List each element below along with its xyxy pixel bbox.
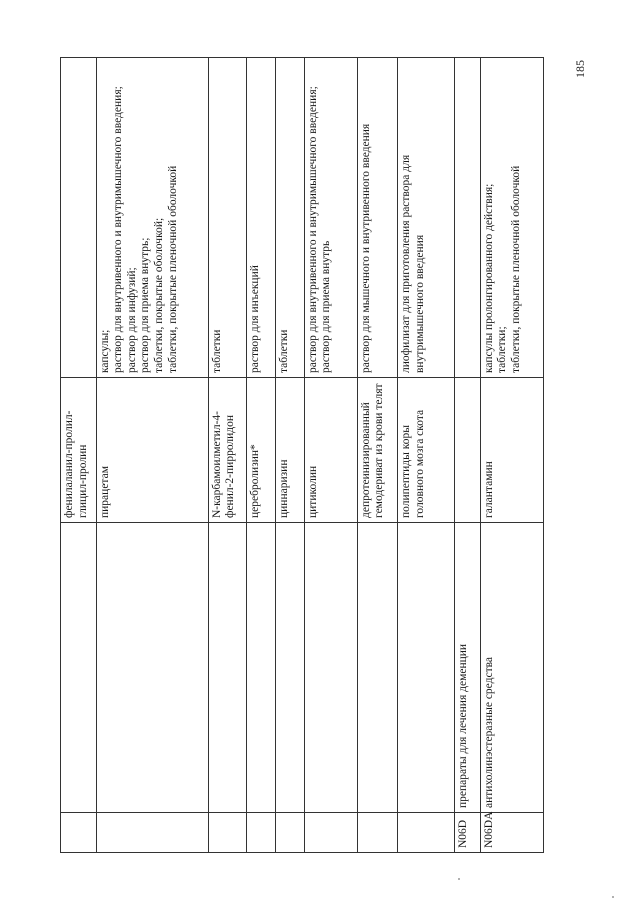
dosage-form: таблетки — [210, 329, 223, 373]
drug-name-cell: церебролизин* — [247, 378, 276, 523]
atc-code-cell: N06DA — [480, 813, 543, 853]
scan-speck — [612, 896, 614, 898]
dosage-forms-cell — [275, 58, 304, 378]
dosage-form: таблетки, покрытые пленочной оболочкой — [166, 165, 179, 373]
dosage-forms-cell — [398, 58, 455, 378]
group-cell — [208, 523, 247, 813]
dosage-forms-cell — [480, 58, 543, 378]
dosage-forms-cell — [357, 58, 398, 378]
table-row — [398, 58, 455, 853]
atc-code-cell: N06D — [455, 813, 480, 853]
dosage-forms-cell — [208, 58, 247, 378]
rotated-table-container — [60, 58, 544, 853]
dosage-form: раствор для внутривенного и внутримышечного введения; — [112, 86, 125, 373]
atc-code-cell — [61, 813, 97, 853]
table-row — [61, 58, 97, 853]
scan-speck — [458, 878, 460, 880]
table-row — [96, 58, 208, 853]
dosage-form: таблетки, покрытые пленочной оболочкой — [509, 165, 522, 373]
group-cell — [275, 523, 304, 813]
dosage-form: раствор для инфузий; — [125, 267, 138, 373]
dosage-form: капсулы; — [98, 329, 111, 373]
dosage-form: таблетки; — [496, 326, 509, 373]
atc-code-cell — [208, 813, 247, 853]
dosage-form: раствор для внутривенного и внутримышечного введения; — [306, 86, 319, 373]
table-row — [455, 58, 480, 853]
table-row — [275, 58, 304, 853]
table-row — [208, 58, 247, 853]
drug-name-cell: N-карбамоилметил-4-фенил-2-пирролидон — [208, 378, 247, 523]
drug-name-cell: пирацетам — [96, 378, 208, 523]
group-cell — [96, 523, 208, 813]
atc-code-cell — [247, 813, 276, 853]
drug-name-cell: цитиколин — [304, 378, 357, 523]
dosage-form: капсулы пролонгированного действия; — [482, 183, 495, 373]
dosage-form: раствор для мышечного и внутривенного введения — [359, 123, 372, 373]
group-cell — [247, 523, 276, 813]
dosage-forms-cell — [96, 58, 208, 378]
atc-code-cell — [357, 813, 398, 853]
drug-name-cell: депротеинизированный гемодериват из крови телят — [357, 378, 398, 523]
drug-name-cell — [455, 378, 480, 523]
dosage-forms-cell — [455, 58, 480, 378]
drug-name-cell: фенилаланил-пролил-глицил-пролин — [61, 378, 97, 523]
group-cell — [304, 523, 357, 813]
table-row — [357, 58, 398, 853]
drug-name-cell: галантамин — [480, 378, 543, 523]
atc-code-cell — [275, 813, 304, 853]
group-cell: антихолинэстеразные средства — [480, 523, 543, 813]
table-row — [480, 58, 543, 853]
dosage-forms-cell — [304, 58, 357, 378]
dosage-form: раствор для приема внутрь — [320, 240, 333, 373]
dosage-form: таблетки, покрытые оболочкой; — [153, 217, 166, 373]
atc-code-cell — [398, 813, 455, 853]
drug-name-cell: полипептиды коры головного мозга скота — [398, 378, 455, 523]
atc-code-cell — [304, 813, 357, 853]
dosage-form: лиофилизат для приготовления раствора для внутримышечного введения — [400, 154, 426, 373]
atc-code-cell — [96, 813, 208, 853]
table-row — [304, 58, 357, 853]
table-row — [247, 58, 276, 853]
group-cell: препараты для лечения деменции — [455, 523, 480, 813]
dosage-forms-cell — [247, 58, 276, 378]
dosage-form: раствор для инъекций — [249, 265, 262, 373]
group-cell — [61, 523, 97, 813]
dosage-forms-cell — [61, 58, 97, 378]
drug-table — [60, 57, 544, 853]
group-cell — [357, 523, 398, 813]
drug-name-cell: циннаризин — [275, 378, 304, 523]
page-number: 185 — [573, 60, 587, 78]
group-cell — [398, 523, 455, 813]
dosage-form: раствор для приема внутрь; — [139, 237, 152, 373]
dosage-form: таблетки — [277, 329, 290, 373]
